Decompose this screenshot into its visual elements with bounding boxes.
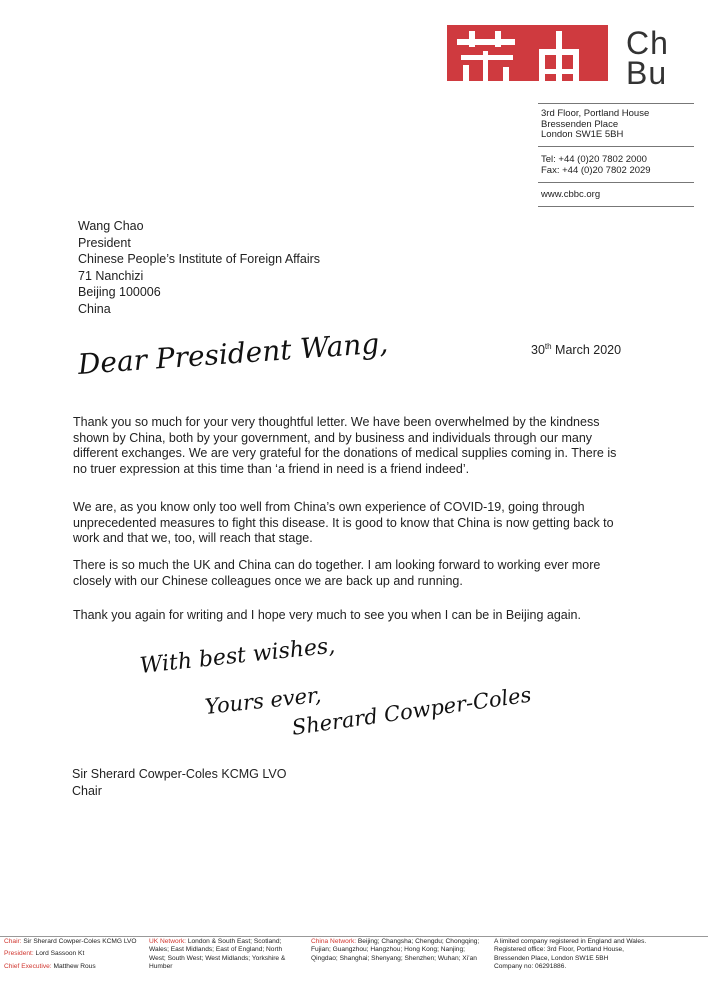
footer-uk-value: London & South East; Scotland; Wales; East Midlands; East of England; North West; South West; West Midlands; Yorkshire & Humber bbox=[149, 938, 286, 971]
footer-legal-line-3: Bressenden Place, London SW1E 5BH bbox=[494, 954, 609, 962]
date-suffix: th bbox=[544, 342, 552, 351]
footer-ce-label: Chief Executive: bbox=[4, 962, 52, 970]
footer-chair-value: Sir Sherard Cowper-Coles KCMG LVO bbox=[21, 938, 137, 945]
handwritten-yours-ever: Yours ever, bbox=[203, 682, 323, 719]
body-paragraph-3: There is so much the UK and China can do together. I am looking forward to working ever more closely with our Chinese colleagues once we are back up and running. bbox=[73, 558, 601, 588]
footer-legal-line-2: Registered office: 3rd Floor, Portland House, bbox=[494, 946, 624, 954]
contact-numbers bbox=[541, 155, 651, 176]
footer-china-value: Beijing; Changsha; Chengdu; Chongqing; Fujian; Guangzhou; Hangzhou; Hong Kong; Nanjing; Qingdao; Shanghai; Shenyang; Shenzhen; Wuhan; Xi’an bbox=[311, 938, 480, 962]
handwritten-salutation: Dear President Wang, bbox=[76, 326, 390, 381]
cbbc-wordmark bbox=[626, 25, 669, 91]
signatory-block bbox=[72, 766, 286, 800]
chinese-characters-logo-icon bbox=[447, 25, 608, 81]
recipient-country: China bbox=[78, 301, 111, 316]
recipient-organisation: Chinese People’s Institute of Foreign Affairs bbox=[78, 252, 321, 266]
handwritten-closing: With best wishes, bbox=[138, 633, 337, 679]
address-line-3: London SW1E 5BH bbox=[541, 129, 624, 141]
telephone: Tel: +44 (0)20 7802 2000 bbox=[541, 154, 647, 165]
handwritten-signature: Sherard Cowper-Coles bbox=[290, 682, 533, 740]
footer-uk-network bbox=[149, 938, 299, 972]
address-line-2: Bressenden Place bbox=[541, 118, 619, 130]
recipient-street: 71 Nanchizi bbox=[78, 268, 144, 283]
footer-uk-label: UK Network: bbox=[149, 938, 187, 945]
footer-chair-label: Chair: bbox=[4, 938, 22, 945]
signatory-role: Chair bbox=[72, 784, 102, 798]
footer-ce-value: Matthew Rous bbox=[51, 962, 96, 970]
recipient-address bbox=[78, 218, 320, 317]
address-divider bbox=[538, 103, 694, 104]
address-divider bbox=[538, 146, 694, 147]
body-paragraph-2: We are, as you know only too well from China’s own experience of COVID-19, going through unprecedented measures to fight this disease. It is good to know that China is now getting back to work and that we, too, will reach that stage. bbox=[73, 500, 614, 546]
address-divider bbox=[538, 206, 694, 207]
body-paragraph-1: Thank you so much for your very thoughtful letter. We have been overwhelmed by the kindness shown by China, both by your government, and by business and individuals through our many different exchanges. We are very grateful for the donations of medical supplies coming in. There is no truer expression at this time than ‘a friend in need is a friend indeed’. bbox=[73, 415, 617, 476]
date-day: 30 bbox=[531, 343, 545, 358]
address-line-1: 3rd Floor, Portland House bbox=[541, 108, 650, 119]
recipient-title: President bbox=[78, 235, 131, 250]
website-link[interactable]: www.cbbc.org bbox=[541, 189, 601, 200]
recipient-city: Beijing 100006 bbox=[78, 285, 161, 299]
footer-legal bbox=[494, 938, 704, 972]
cbbc-logo-mark bbox=[447, 25, 608, 81]
recipient-name: Wang Chao bbox=[78, 219, 144, 233]
body-paragraph-4: Thank you again for writing and I hope very much to see you when I can be in Beijing again. bbox=[73, 608, 581, 622]
footer-legal-line-4: Company no: 06291886. bbox=[494, 963, 567, 971]
footer-president-label: President: bbox=[4, 950, 34, 958]
address-divider bbox=[538, 182, 694, 183]
footer-legal-line-1: A limited company registered in England and Wales. bbox=[494, 938, 647, 945]
footer-divider bbox=[0, 936, 708, 937]
footer-president-value: Lord Sassoon Kt bbox=[33, 950, 85, 958]
wordmark-line-1: Ch bbox=[626, 25, 669, 61]
footer-china-label: China Network: bbox=[311, 938, 357, 945]
footer-china-network bbox=[311, 938, 481, 963]
letter-date bbox=[531, 342, 621, 357]
wordmark-line-2: Bu bbox=[626, 55, 668, 91]
office-address bbox=[541, 109, 649, 141]
signatory-name: Sir Sherard Cowper-Coles KCMG LVO bbox=[72, 767, 287, 781]
date-month-year: March 2020 bbox=[551, 343, 622, 358]
fax: Fax: +44 (0)20 7802 2029 bbox=[541, 164, 651, 176]
footer-officers bbox=[4, 938, 144, 971]
